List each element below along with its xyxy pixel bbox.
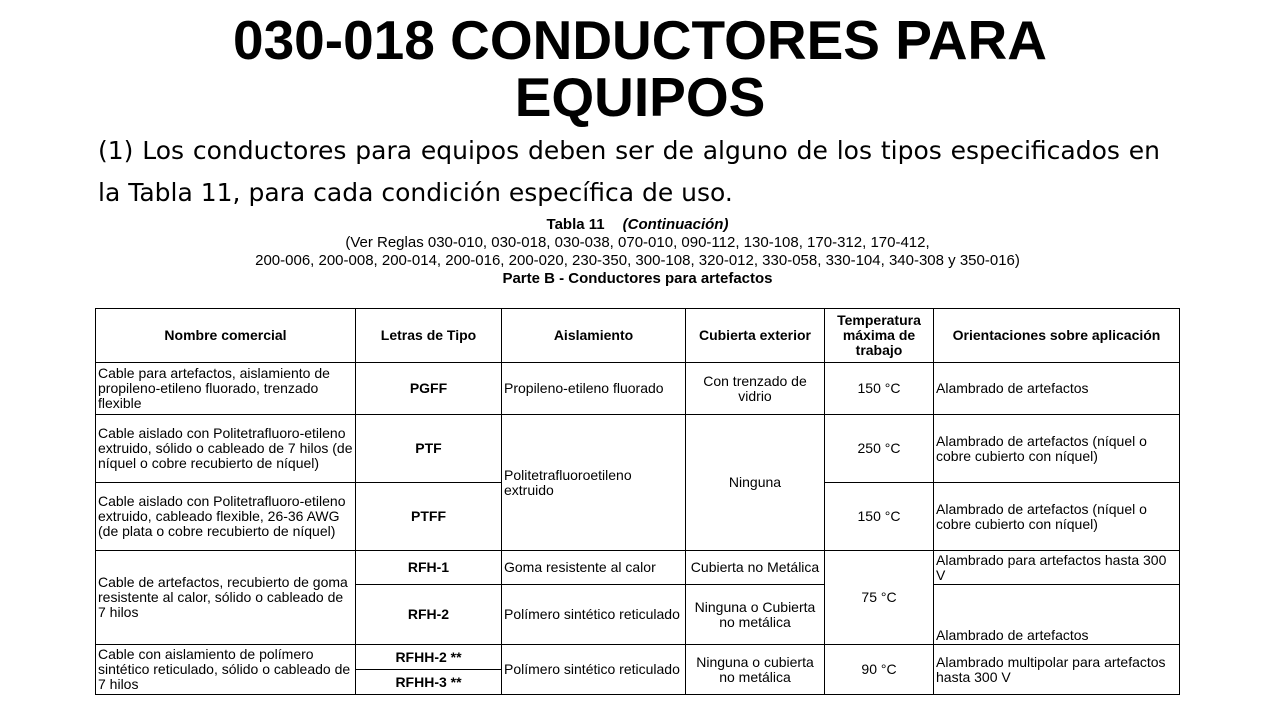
cell-aislamiento: Polímero sintético reticulado: [502, 585, 686, 645]
cell-orientaciones: Alambrado de artefactos (níquel o cobre cubierto con níquel): [934, 415, 1180, 483]
cell-orientaciones: Alambrado multipolar para artefactos hasta 300 V: [934, 645, 1180, 695]
cell-temperatura: 250 °C: [825, 415, 934, 483]
header-temperatura: Temperatura máxima de trabajo: [825, 309, 934, 363]
cell-nombre: Cable aislado con Politetrafluoro-etileno extruido, cableado flexible, 26-36 AWG (de plata o cobre recubierto de níquel): [96, 483, 356, 551]
header-letras: Letras de Tipo: [356, 309, 502, 363]
table-continuation: (Continuación): [622, 216, 729, 233]
cell-cubierta: Con trenzado de vidrio: [686, 363, 825, 415]
cell-letras: RFH-1: [356, 551, 502, 585]
table-row: [96, 363, 1180, 415]
slide-title: [0, 9, 1280, 128]
cell-letras: RFHH-2 **: [356, 645, 502, 670]
header-cubierta: Cubierta exterior: [686, 309, 825, 363]
cell-aislamiento: Polímero sintético reticulado: [502, 645, 686, 695]
cell-orientaciones: Alambrado de artefactos: [934, 585, 1180, 645]
cell-temperatura: 90 °C: [825, 645, 934, 695]
table-rules-line2: 200-006, 200-008, 200-014, 200-016, 200-020, 230-350, 300-108, 320-012, 330-058, 330-104, 340-308 y 350-016): [255, 252, 1020, 269]
cell-cubierta: Ninguna o cubierta no metálica: [686, 645, 825, 695]
intro-paragraph: (1) Los conductores para equipos deben ser de alguno de los tipos especificados en la Tabla 11, para cada condición específica de uso.: [98, 136, 1160, 207]
conductors-table: [95, 308, 1180, 695]
cell-orientaciones: Alambrado para artefactos hasta 300 V: [934, 551, 1180, 585]
cell-orientaciones: Alambrado de artefactos: [934, 363, 1180, 415]
cell-aislamiento: Propileno-etileno fluorado: [502, 363, 686, 415]
cell-nombre: Cable para artefactos, aislamiento de propileno-etileno fluorado, trenzado flexible: [96, 363, 356, 415]
table-header-row: [96, 309, 1180, 363]
header-aislamiento: Aislamiento: [502, 309, 686, 363]
table-rules-line1: (Ver Reglas 030-010, 030-018, 030-038, 070-010, 090-112, 130-108, 170-312, 170-412,: [345, 234, 930, 251]
cell-letras: PTF: [356, 415, 502, 483]
cell-aislamiento: Goma resistente al calor: [502, 551, 686, 585]
table-row: [96, 415, 1180, 483]
table-row: [96, 551, 1180, 585]
slide-title-line2: EQUIPOS: [514, 66, 766, 128]
cell-nombre: Cable de artefactos, recubierto de goma resistente al calor, sólido o cableado de 7 hilos: [96, 551, 356, 645]
table-title: Tabla 11: [546, 216, 605, 233]
header-nombre: Nombre comercial: [96, 309, 356, 363]
cell-cubierta: Ninguna: [686, 415, 825, 551]
cell-nombre: Cable con aislamiento de polímero sintético reticulado, sólido o cableado de 7 hilos: [96, 645, 356, 695]
table-part-label: Parte B - Conductores para artefactos: [502, 270, 773, 287]
cell-cubierta: Ninguna o Cubierta no metálica: [686, 585, 825, 645]
cell-letras: PGFF: [356, 363, 502, 415]
header-orientaciones: Orientaciones sobre aplicación: [934, 309, 1180, 363]
cell-nombre: Cable aislado con Politetrafluoro-etileno extruido, sólido o cableado de 7 hilos (de níquel o cobre recubierto de níquel): [96, 415, 356, 483]
cell-letras: PTFF: [356, 483, 502, 551]
cell-letras: RFHH-3 **: [356, 670, 502, 695]
table-row: [96, 645, 1180, 670]
cell-letras: RFH-2: [356, 585, 502, 645]
cell-temperatura: 150 °C: [825, 363, 934, 415]
cell-orientaciones: Alambrado de artefactos (níquel o cobre cubierto con níquel): [934, 483, 1180, 551]
cell-cubierta: Cubierta no Metálica: [686, 551, 825, 585]
slide-title-line1: 030-018 CONDUCTORES PARA: [232, 9, 1048, 71]
table-caption-title: [95, 216, 1180, 234]
cell-temperatura: 150 °C: [825, 483, 934, 551]
table-caption: [95, 216, 1180, 288]
cell-temperatura: 75 °C: [825, 551, 934, 645]
cell-aislamiento: Politetrafluoroetileno extruido: [502, 415, 686, 551]
